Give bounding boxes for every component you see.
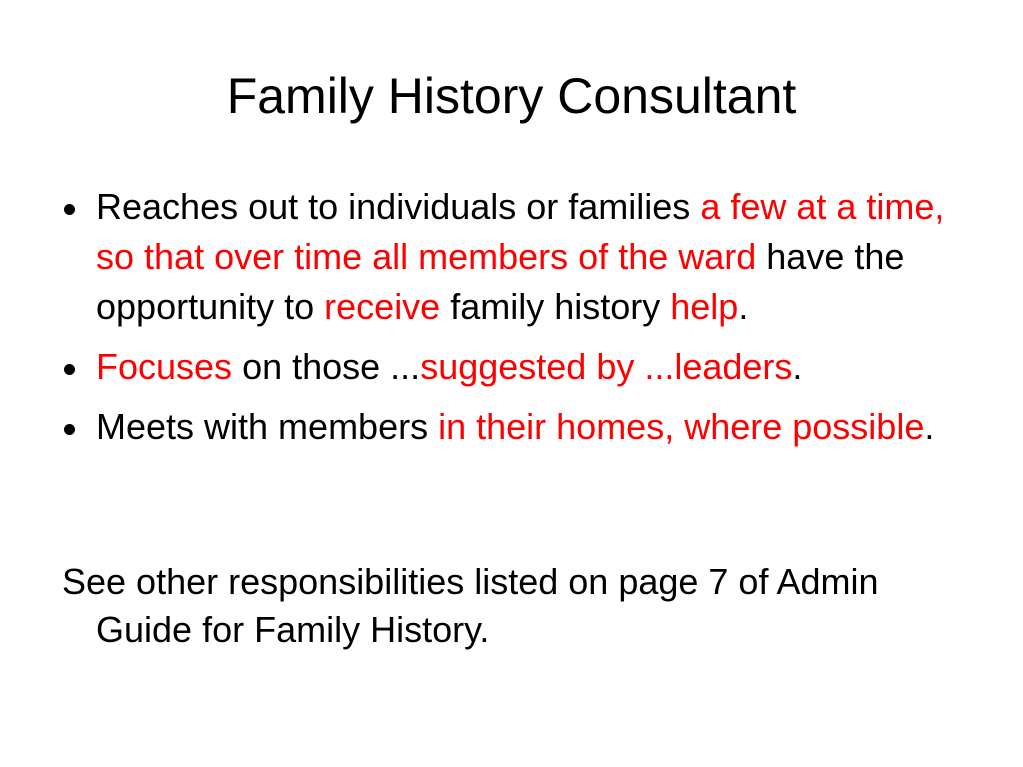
text-segment: family history xyxy=(440,286,671,327)
highlight-segment: suggested by ...leaders xyxy=(420,346,793,387)
bullet-dot-icon xyxy=(64,204,75,215)
highlight-segment: Focuses xyxy=(96,346,233,387)
text-segment: on those ... xyxy=(232,346,421,387)
bullet-item-meetings xyxy=(62,402,982,452)
highlight-segment: in their homes, where possible xyxy=(438,406,925,447)
reference-note: See other responsibilities listed on page 7 of Admin Guide for Family History. xyxy=(62,561,879,650)
text-segment: . xyxy=(738,286,749,327)
bullet-list xyxy=(62,182,982,462)
slide-title: Family History Consultant xyxy=(226,68,797,124)
bullet-item-outreach xyxy=(62,182,982,332)
text-segment: . xyxy=(792,346,803,387)
text-segment: Meets with members xyxy=(96,406,439,447)
bullet-dot-icon xyxy=(64,424,75,435)
bullet-item-focus xyxy=(62,342,982,392)
highlight-segment: help xyxy=(670,286,739,327)
text-segment: have the opportunity to xyxy=(96,236,905,327)
bullet-dot-icon xyxy=(64,364,75,375)
text-segment: . xyxy=(924,406,935,447)
text-segment: Reaches out to individuals or families xyxy=(96,186,701,227)
highlight-segment: receive xyxy=(324,286,441,327)
highlight-segment: a few at a time, so that over time all members of the ward xyxy=(96,186,945,277)
